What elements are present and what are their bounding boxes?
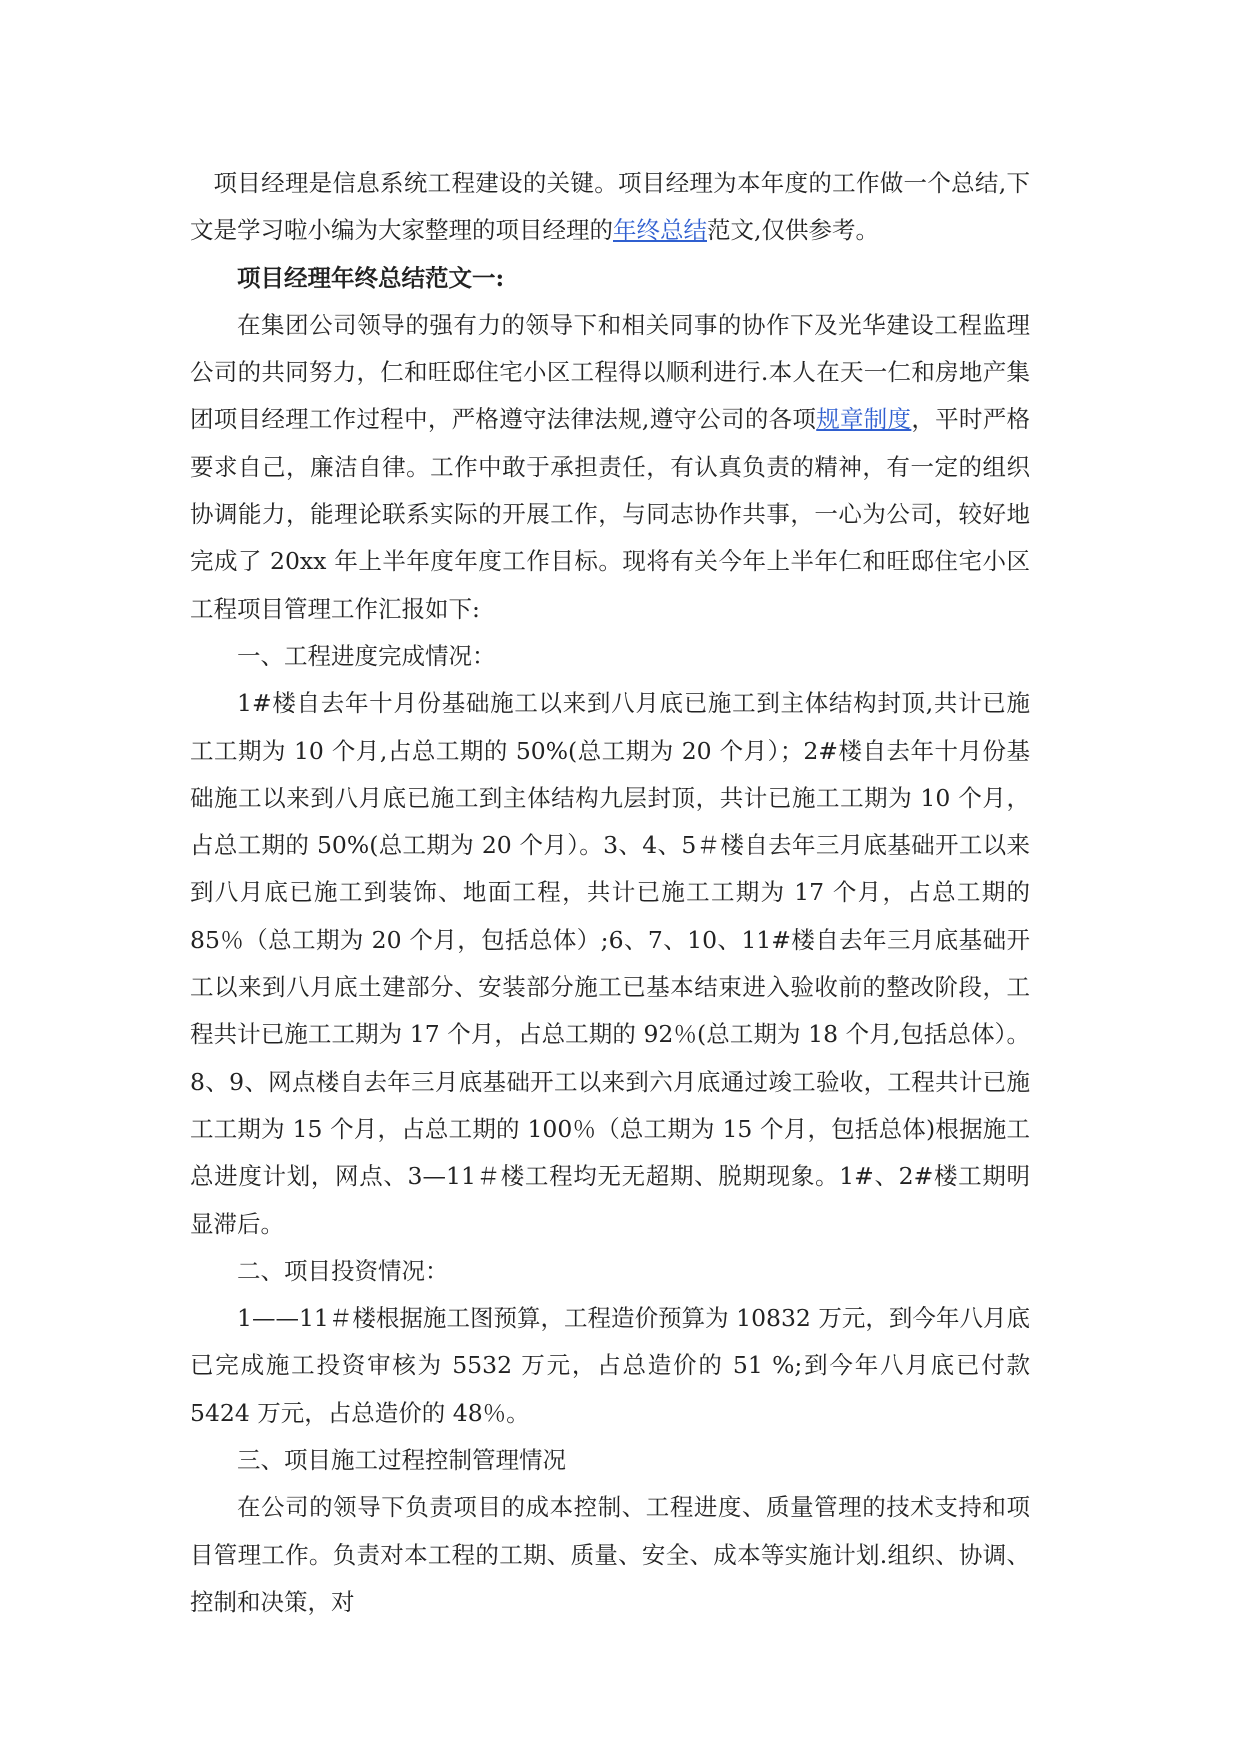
intro-text-2: 范文,仅供参考。 [707,216,879,245]
annual-summary-link[interactable]: 年终总结 [613,216,707,245]
section-heading: 项目经理年终总结范文一: [237,263,505,292]
document-body [190,160,1030,1626]
opening-text-1: 在集团公司领导的强有力的领导下和相关同事的协作下及光华建设工程监理公司的共同努力，仁和旺邸住宅小区工程得以顺利进行.本人在天一仁和房地产集团项目经理工作过程中，严格遵守法律法规,遵守公司的各项 [190,310,1030,434]
section-2-title: 二、项目投资情况： [237,1256,449,1285]
control-paragraph: 在公司的领导下负责项目的成本控制、工程进度、质量管理的技术支持和项目管理工作。负责对本工程的工期、质量、安全、成本等实施计划.组织、协调、控制和决策，对 [190,1493,1030,1616]
opening-text-2: ，平时严格要求自己，廉洁自律。工作中敢于承担责任，有认真负责的精神，有一定的组织协调能力，能理论联系实际的开展工作，与同志协作共事，一心为公司，较好地完成了 20xx 年上半年度年度工作目标。现将有关今年上半年仁和旺邸住宅小区工程项目管理工作汇报如下: [190,405,1031,623]
regulations-link[interactable]: 规章制度 [816,405,912,434]
investment-paragraph: 1——11＃楼根据施工图预算，工程造价预算为 10832 万元，到今年八月底已完成施工投资审核为 5532 万元，占总造价的 51 %;到今年八月底已付款 5424 万元，占总造价的 48％。 [190,1304,1030,1427]
intro-paragraph [190,160,1030,255]
opening-paragraph [190,302,1030,633]
progress-paragraph: 1#楼自去年十月份基础施工以来到八月底已施工到主体结构封顶,共计已施工工期为 10 个月,占总工期的 50%(总工期为 20 个月）；2#楼自去年十月份基础施工以来到八月底已施工到主体结构九层封顶，共计已施工工期为 10 个月，占总工期的 50%(总工期为 20 个月）。3、4、5＃楼自去年三月底基础开工以来到八月底已施工到装饰、地面工程，共计已施工工期为 17 个月，占总工期的 85％（总工期为 20 个月，包括总体）;6、7、10、11#楼自去年三月底基础开工以来到八月底土建部分、安装部分施工已基本结束进入验收前的整改阶段，工程共计已施工工期为 17 个月，占总工期的 92％(总工期为 18 个月,包括总体）。8、9、网点楼自去年三月底基础开工以来到六月底通过竣工验收，工程共计已施工工期为 15 个月，占总工期的 100％（总工期为 15 个月，包括总体)根据施工总进度计划，网点、3—11＃楼工程均无无超期、脱期现象。1#、2#楼工期明显滞后。 [190,689,1030,1238]
intro-text-1: 项目经理是信息系统工程建设的关键。项目经理为本年度的工作做一个总结,下文是学习啦小编为大家整理的项目经理的 [190,169,1030,245]
section-3-title: 三、项目施工过程控制管理情况 [237,1446,566,1475]
section-1-title: 一、工程进度完成情况： [237,641,496,670]
